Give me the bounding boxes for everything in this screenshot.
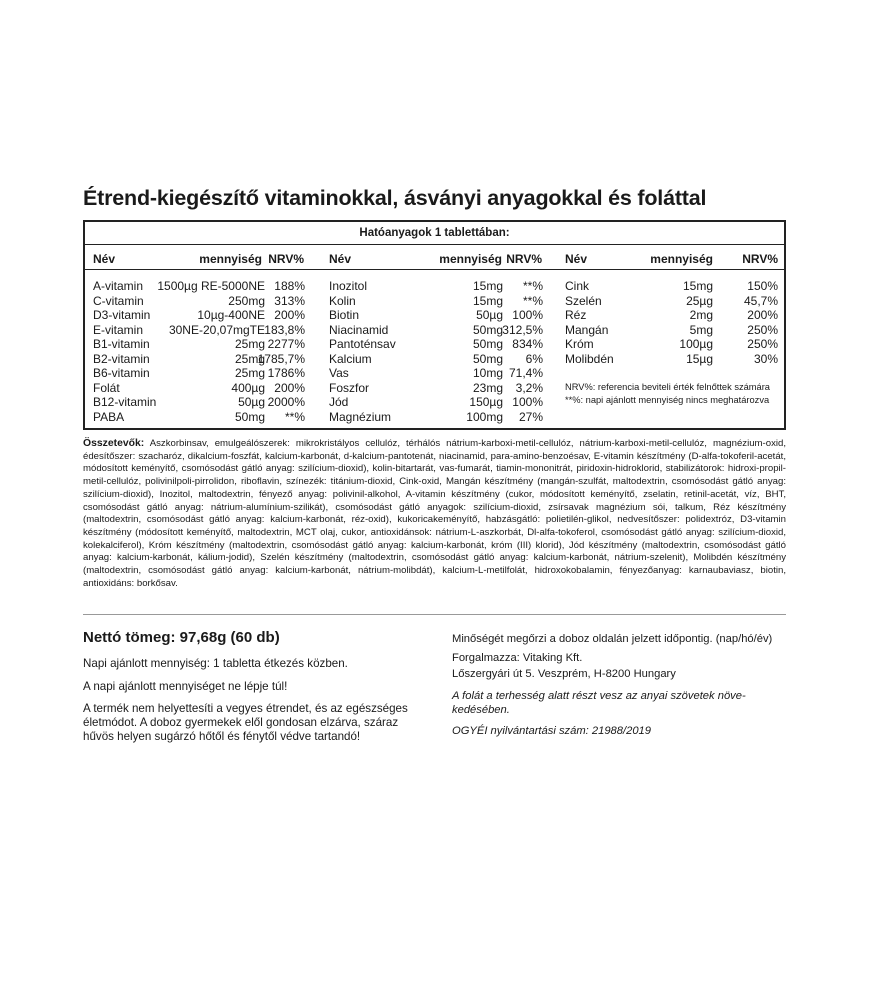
table-row — [93, 337, 305, 352]
table-row — [565, 279, 778, 294]
nutrient-amount: 15mg — [682, 279, 713, 293]
nutrient-amount: 1500µg RE-5000NE — [157, 279, 265, 293]
table-row — [93, 323, 305, 338]
nutrient-name: E-vitamin — [93, 322, 144, 337]
nutrient-amount: 100µg — [679, 337, 713, 351]
ogyei-number: OGYÉI nyilvántartási szám: 21988/2019 — [452, 725, 651, 737]
net-weight: Nettó tömeg: 97,68g (60 db) — [83, 629, 280, 646]
nutrient-amount: 50mg — [472, 337, 503, 351]
nutrient-nrv: 45,7% — [743, 293, 778, 308]
nutrient-nrv: **% — [522, 279, 543, 293]
nutrient-nrv: 188% — [274, 279, 305, 293]
nutrient-amount: 150µg — [469, 395, 503, 409]
table-row — [565, 352, 778, 367]
dose-warning: A napi ajánlott mennyiséget ne lépje túl! — [83, 680, 288, 693]
table-row — [329, 410, 543, 425]
table-row — [329, 323, 543, 338]
nutrient-nrv: 200% — [274, 308, 305, 322]
nutrient-nrv: **% — [284, 409, 305, 424]
nutrient-amount: 25µg — [686, 293, 713, 308]
nutrient-name: Biotin — [329, 308, 360, 322]
table-row — [93, 294, 305, 309]
nutrient-name: Mangán — [565, 322, 609, 337]
col2-header-nrv: NRV% — [506, 252, 542, 266]
table-row — [93, 395, 305, 410]
nutrient-amount: 10µg-400NE — [197, 308, 265, 322]
nutrient-nrv: 2277% — [267, 337, 305, 351]
best-before: Minőségét megőrzi a doboz oldalán jelzett időpontig. (nap/hó/év) — [452, 633, 773, 645]
nutrient-name: Kolin — [329, 293, 356, 308]
page-title: Étrend-kiegészítő vitaminokkal, ásványi anyagokkal és foláttal — [83, 186, 707, 210]
col3-header-nrv: NRV% — [742, 252, 778, 266]
nutrient-table — [83, 220, 786, 430]
nutrient-name: Niacinamid — [329, 322, 389, 337]
nutrient-amount: 10mg — [472, 366, 503, 380]
nutrient-amount: 25mg — [234, 351, 265, 366]
nutrient-nrv: 2000% — [267, 395, 305, 409]
header-divider — [85, 269, 784, 270]
table-row — [329, 279, 543, 294]
table-column-1 — [93, 279, 305, 424]
nutrient-name: Folát — [93, 380, 120, 395]
table-row — [93, 366, 305, 381]
nutrient-amount: 15mg — [472, 293, 503, 308]
col2-header-name: Név — [329, 252, 352, 266]
nutrient-amount: 100mg — [466, 409, 503, 424]
table-row — [565, 308, 778, 323]
ingredients-list: Aszkorbinsav, emulgeálószerek: mikrokristályos cellulóz, térhálós nátrium-karboxi-metil-cellulóz, nátrium-karboxi-metil-cellulóz, magnézium-oxid, édesítőszer: szacharóz, dikalcium-foszfát, kalcium-karbonát, d-kalcium-pantotenát, niacinamid, para-amino-benzoésav, E-vitamin készítmény (D-alfa-tokoferil-acetát, módosított keményítő, csomósodást gátló anyag: szilícium-dioxid), kolin-bitartarát, vas-fumarát, tiamin-mononitrát, piridoxin-hidroklorid, stabilizátorok: hidroxi-propil-metil-cellulóz, polivinilpoli-pirrolidon, riboflavin, színezék: titánium-dioxid, Cink-oxid, Mangán készítmény (mangán-szulfát, maltodextrin, csomósodást gátló anyag: szilícium-dioxid), Inozitol, maltodextrin, fényező anyag: polivinil-alkohol, A-vitamin készítmény (cukor, módosított keményítő, zselatin, retinil-acetát, víz, BHT, csomósodást gátló anyag: nátrium-alumínium-szilikát), csomósodást gátló anyagok: szilícium-dioxid, zsírsavak magnézium sói, talkum, Réz készítmény (maltodextrin, csomósodást gátló anyag: kalcium-karbonát, réz-oxid), kukoricakeményítő, habzásgátló: polietilén-glikol, nedvesítőszer: polidextróz, D3-vitamin készítmény (módosított keményítő, maltodextrin, MCT olaj, cukor, antioxidánsok: nátrium-L-aszkorbát, Dl-alfa-tokoferol, csomósodást gátló anyag: szilícium-dioxid, kolekalciferol), Króm készítmény (maltodextrin, csomósodást gátló anyag: kalcium-karbonát, króm (III) klorid), Jód készítmény (maltodextrin, csomósodást gátló anyag: kalcium-karbonát, kálium-jodid), Szelén készítmény (maltodextrin, csomósodást gátló anyag: kalcium-karbonát, nátrium-szelenit), Molibdén készítmény (maltodextrin, csomósodást gátló anyag: kalcium-karbonát, nátrium-molibdát), kalcium-L-metilfolát, hidroxokobalamin, fényezőanyag: karnaubaviasz, biotin, antioxidáns: borkősav. — [83, 438, 787, 589]
nutrient-nrv: 6% — [525, 351, 543, 366]
nutrient-nrv: 250% — [747, 322, 778, 337]
nutrient-name: Magnézium — [329, 409, 392, 424]
nutrient-nrv: 200% — [274, 380, 305, 395]
nutrient-name: PABA — [93, 409, 125, 424]
nutrient-nrv: 3,2% — [515, 380, 543, 395]
table-row — [329, 337, 543, 352]
nutrient-name: Réz — [565, 308, 587, 322]
nutrient-name: Szelén — [565, 293, 602, 308]
ingredients-label: Összetevők: — [83, 438, 145, 449]
nutrient-name: Króm — [565, 337, 594, 351]
nutrient-nrv: 71,4% — [508, 366, 543, 380]
col1-header-amount: mennyiség — [199, 252, 262, 266]
nutrient-amount: 50µg — [238, 395, 265, 409]
nutrient-name: Foszfor — [329, 380, 370, 395]
daily-dose: Napi ajánlott mennyiség: 1 tabletta étkezés közben. — [83, 657, 348, 670]
nutrient-name: B2-vitamin — [93, 351, 150, 366]
nutrient-amount: 400µg — [231, 380, 265, 395]
nutrient-nrv: 313% — [274, 293, 305, 308]
table-row — [93, 279, 305, 294]
nutrient-nrv: 183,8% — [264, 322, 305, 337]
disclaimer-text: A termék nem helyettesíti a vegyes étrendet, és az egészséges életmódot. A doboz gyermekek elől gondosan elzárva, száraz hűvös helyen sugárzó hőtől és fénytől védve tartandó! — [83, 702, 408, 743]
distributor: Forgalmazza: Vitaking Kft. — [452, 652, 583, 664]
nutrient-name: Vas — [329, 366, 349, 380]
nutrient-name: Molibdén — [565, 351, 614, 366]
nrv-asterisk-note: **%: napi ajánlott mennyiség nincs meghatározva — [565, 395, 770, 405]
table-column-2 — [329, 279, 543, 424]
nutrient-nrv: 312,5% — [502, 322, 543, 337]
table-caption: Hatóanyagok 1 tablettában: — [359, 227, 510, 239]
nutrient-name: A-vitamin — [93, 279, 144, 293]
table-column-3 — [565, 279, 778, 366]
folate-note: A folát a terhesség alatt részt vesz az anyai szövetek növe-kedésében. — [452, 690, 746, 716]
nutrient-name: B6-vitamin — [93, 366, 150, 380]
col3-header-name: Név — [565, 252, 588, 266]
table-row — [565, 337, 778, 352]
nutrient-amount: 25mg — [234, 366, 265, 380]
table-row — [329, 381, 543, 396]
col2-header-amount: mennyiség — [439, 252, 502, 266]
table-row — [329, 308, 543, 323]
col1-header-name: Név — [93, 252, 116, 266]
nutrient-amount: 25mg — [234, 337, 265, 351]
nutrient-name: Cink — [565, 279, 590, 293]
table-row — [565, 294, 778, 309]
table-row — [329, 352, 543, 367]
table-row — [93, 381, 305, 396]
nutrient-name: B12-vitamin — [93, 395, 157, 409]
nutrient-name: D3-vitamin — [93, 308, 151, 322]
nrv-note: NRV%: referencia beviteli érték felnőttek számára — [565, 382, 770, 392]
nutrient-nrv: 1786% — [267, 366, 305, 380]
nutrient-nrv: 834% — [512, 337, 543, 351]
nutrient-nrv: 250% — [747, 337, 778, 351]
section-divider — [83, 614, 786, 615]
col3-header-amount: mennyiség — [650, 252, 713, 266]
table-row — [329, 366, 543, 381]
nutrient-amount: 2mg — [689, 308, 713, 322]
nutrient-name: B1-vitamin — [93, 337, 150, 351]
nutrient-nrv: 200% — [747, 308, 778, 322]
nutrient-amount: 15mg — [472, 279, 503, 293]
table-row — [329, 395, 543, 410]
nutrient-name: Inozitol — [329, 279, 368, 293]
nutrient-nrv: 27% — [518, 409, 543, 424]
nutrient-name: C-vitamin — [93, 293, 144, 308]
nutrient-name: Pantoténsav — [329, 337, 396, 351]
nutrient-amount: 50mg — [234, 409, 265, 424]
nutrient-amount: 5mg — [689, 322, 713, 337]
nutrient-nrv: 100% — [512, 308, 543, 322]
table-row — [565, 323, 778, 338]
nutrient-name: Jód — [329, 395, 349, 409]
nutrient-amount: 50µg — [476, 308, 503, 322]
table-row — [329, 294, 543, 309]
nutrient-nrv: 150% — [747, 279, 778, 293]
ingredients-text — [83, 438, 786, 590]
table-row — [93, 352, 305, 367]
nutrient-amount: 15µg — [686, 351, 713, 366]
nutrient-nrv: **% — [522, 293, 543, 308]
col1-header-nrv: NRV% — [268, 252, 304, 266]
table-row — [93, 410, 305, 425]
caption-divider — [85, 244, 784, 245]
nutrient-amount: 23mg — [472, 380, 503, 395]
nutrient-amount: 50mg — [472, 351, 503, 366]
nutrient-amount: 250mg — [228, 293, 265, 308]
nutrient-nrv: 1785,7% — [257, 351, 305, 366]
address: Lőszergyári út 5. Veszprém, H-8200 Hungary — [452, 668, 676, 680]
nutrient-name: Kalcium — [329, 351, 372, 366]
nutrient-nrv: 30% — [753, 351, 778, 366]
table-row — [93, 308, 305, 323]
nutrient-nrv: 100% — [512, 395, 543, 409]
nutrient-amount: 30NE-20,07mgTE — [168, 322, 265, 337]
nutrient-amount: 50mg — [472, 322, 503, 337]
